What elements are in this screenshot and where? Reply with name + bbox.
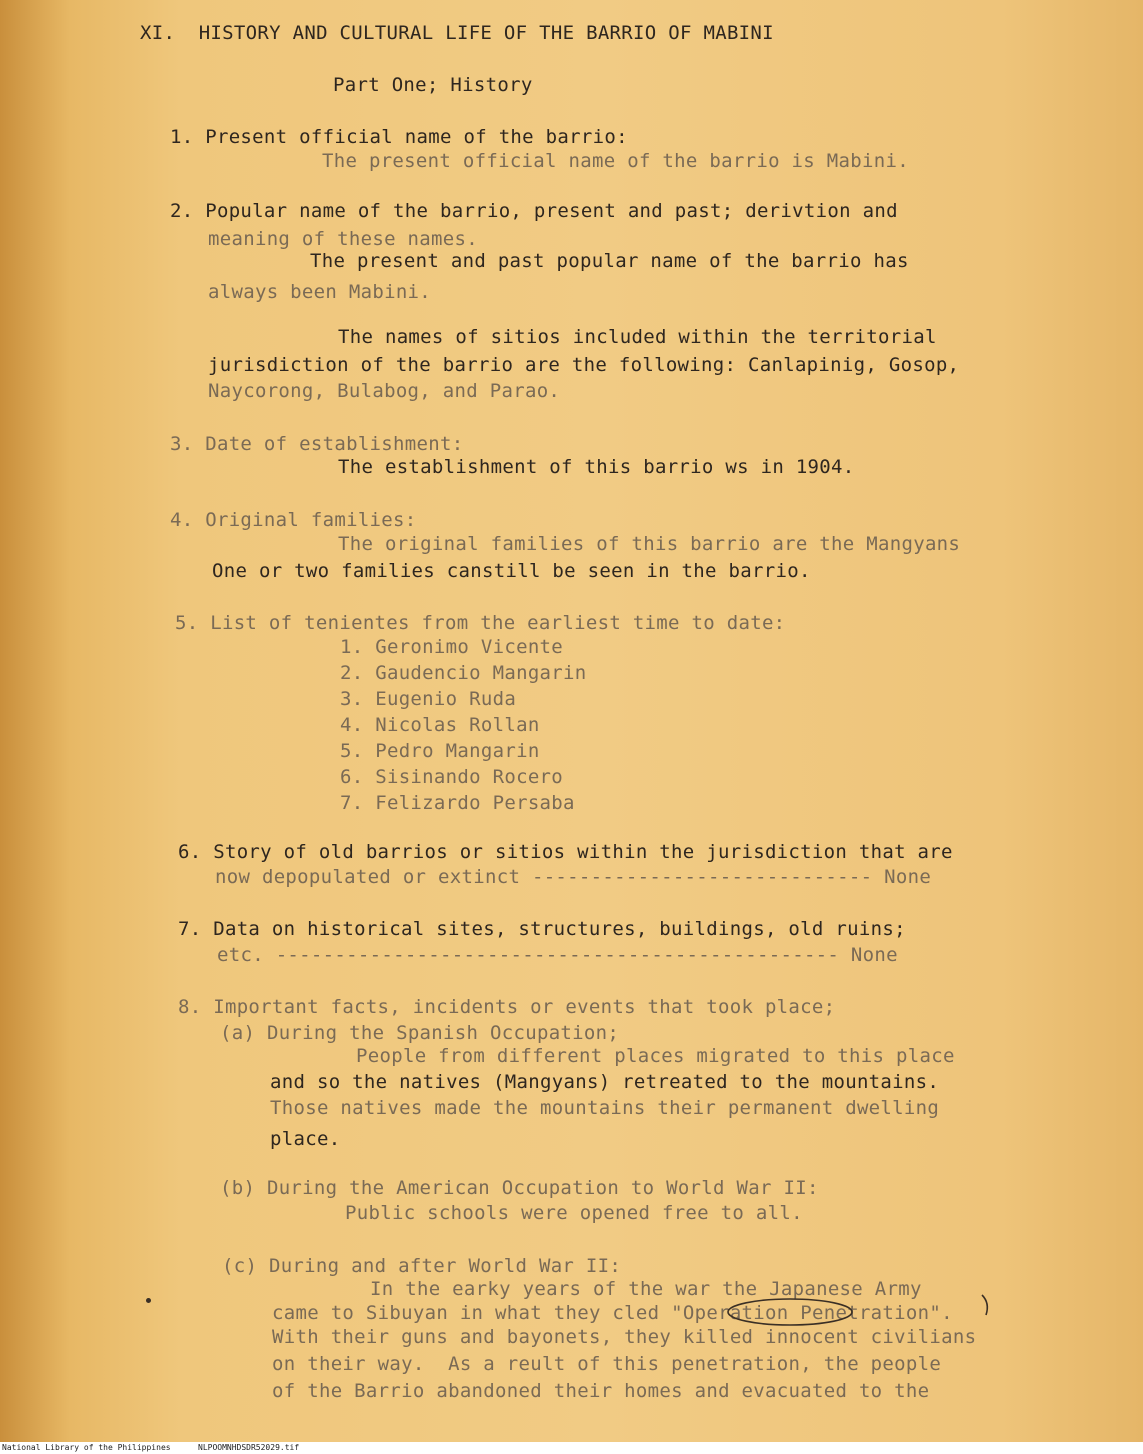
q8-a-line4: place.	[270, 1128, 341, 1150]
teniente-4: 4. Nicolas Rollan	[340, 714, 540, 736]
teniente-7: 7. Felizardo Persaba	[340, 792, 575, 814]
q2-question-line2: meaning of these names.	[208, 228, 478, 250]
teniente-3: 3. Eugenio Ruda	[340, 688, 517, 710]
footer-library: National Library of the Philippines	[2, 1443, 171, 1452]
q7-question-line1: 7. Data on historical sites, structures, buildings, old ruins;	[178, 918, 906, 940]
q2-question-line1: 2. Popular name of the barrio, present and past; derivtion and	[170, 200, 898, 222]
q8-a-heading: (a) During the Spanish Occupation;	[220, 1022, 620, 1044]
q8-c-line4: on their way. As a reult of this penetration, the people	[272, 1353, 942, 1375]
q2-sitios-line2: jurisdiction of the barrio are the following: Canlapinig, Gosop,	[208, 354, 960, 376]
q5-question: 5. List of tenientes from the earliest time to date:	[175, 612, 786, 634]
stray-ink-dot	[146, 1298, 151, 1303]
q8-c-line5: of the Barrio abandoned their homes and evacuated to the	[272, 1380, 930, 1402]
q1-question: 1. Present official name of the barrio:	[170, 126, 628, 148]
q4-answer-line2: One or two families canstill be seen in the barrio.	[212, 560, 811, 582]
q3-answer: The establishment of this barrio ws in 1904.	[338, 456, 855, 478]
q8-c-line3: With their guns and bayonets, they killed innocent civilians	[272, 1326, 977, 1348]
q1-answer: The present official name of the barrio is Mabini.	[322, 150, 909, 172]
teniente-6: 6. Sisinando Rocero	[340, 766, 564, 788]
q4-answer-line1: The original families of this barrio are the Mangyans	[338, 533, 961, 555]
q3-question: 3. Date of establishment:	[170, 433, 464, 455]
q8-c-line2: came to Sibuyan in what they cled "Operation Penetration".	[272, 1302, 953, 1324]
q8-a-line1: People from different places migrated to this place	[356, 1045, 955, 1067]
q2-sitios-line3: Naycorong, Bulabog, and Parao.	[208, 380, 561, 402]
q8-a-line3: Those natives made the mountains their permanent dwelling	[270, 1097, 940, 1119]
part-heading: Part One; History	[333, 74, 533, 96]
q2-answer-line1: The present and past popular name of the barrio has	[310, 250, 909, 272]
footer-filename: NLPOOMNHDSDR52029.tif	[198, 1443, 300, 1452]
q2-answer-line2: always been Mabini.	[208, 281, 432, 303]
q6-question-line2: now depopulated or extinct ----------------------------- None	[215, 866, 932, 888]
teniente-2: 2. Gaudencio Mangarin	[340, 662, 587, 684]
q8-question: 8. Important facts, incidents or events that took place;	[178, 996, 836, 1018]
q8-c-heading: (c) During and after World War II:	[222, 1255, 622, 1277]
teniente-5: 5. Pedro Mangarin	[340, 740, 540, 762]
q8-b-heading: (b) During the American Occupation to World War II:	[220, 1177, 819, 1199]
q8-a-line2: and so the natives (Mangyans) retreated to the mountains.	[270, 1071, 940, 1093]
scan-footer	[0, 1442, 1143, 1454]
q8-b-line1: Public schools were opened free to all.	[345, 1202, 803, 1224]
q7-question-line2: etc. ------------------------------------------------ None	[217, 944, 898, 966]
q2-sitios-line1: The names of sitios included within the territorial	[338, 326, 937, 348]
q6-question-line1: 6. Story of old barrios or sitios within the jurisdiction that are	[178, 841, 953, 863]
handwritten-circle-annotation	[720, 1285, 1010, 1330]
q4-question: 4. Original families:	[170, 509, 417, 531]
document-title: XI. HISTORY AND CULTURAL LIFE OF THE BARRIO OF MABINI	[140, 22, 774, 44]
q8-c-line1: In the earky years of the war the Japanese Army	[370, 1278, 922, 1300]
teniente-1: 1. Geronimo Vicente	[340, 636, 564, 658]
